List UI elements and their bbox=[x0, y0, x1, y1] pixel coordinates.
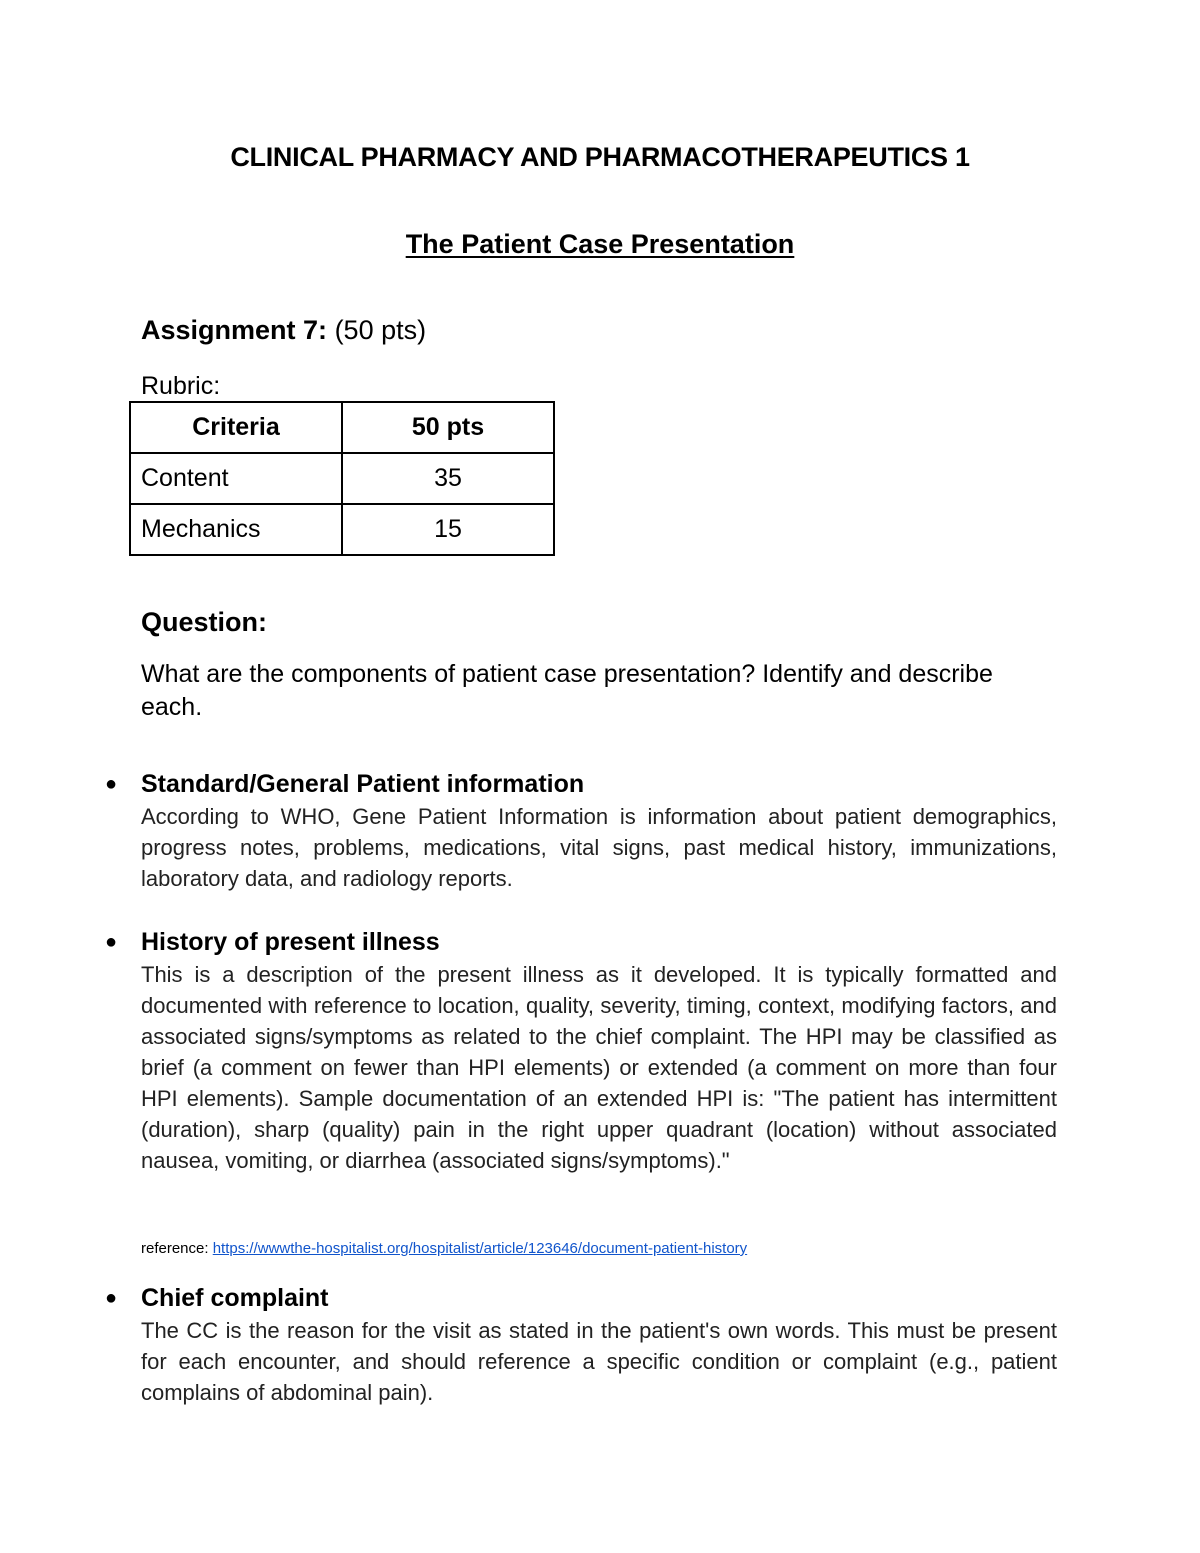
assignment-line bbox=[141, 315, 426, 346]
rubric-cell-points: 15 bbox=[342, 504, 554, 555]
section-chief-complaint bbox=[105, 1282, 1057, 1408]
section-heading bbox=[70, 768, 1057, 801]
section-heading-text: Standard/General Patient information bbox=[141, 770, 585, 798]
section-history-present-illness bbox=[105, 926, 1057, 1176]
bullet-icon: ● bbox=[105, 1287, 118, 1309]
section-heading bbox=[70, 1282, 1057, 1315]
document-subtitle bbox=[0, 229, 1200, 260]
reference-link[interactable]: https://wwwthe-hospitalist.org/hospitalist/article/123646/document-patient-history bbox=[212, 1240, 748, 1257]
rubric-cell-points: 35 bbox=[342, 453, 554, 504]
bullet-icon: ● bbox=[105, 931, 118, 953]
section-general-info bbox=[105, 768, 1057, 894]
table-row bbox=[130, 453, 554, 504]
rubric-cell-criteria: Mechanics bbox=[130, 504, 342, 555]
table-row bbox=[130, 504, 554, 555]
section-body: This is a description of the present illness as it developed. It is typically formatted and documented with reference to location, quality, severity, timing, context, modifying factors, and associated signs/symptoms as related to the chief complaint. The HPI may be classified as brief (a comment on fewer than HPI elements) or extended (a comment on more than four HPI elements). Sample documentation of an extended HPI is: "The patient has intermittent (duration), sharp (quality) pain in the right upper quadrant (location) without associated nausea, vomiting, or diarrhea (associated signs/symptoms)." bbox=[141, 962, 1057, 1173]
bullet-icon: ● bbox=[105, 773, 118, 795]
rubric-table bbox=[129, 401, 555, 556]
question-text: What are the components of patient case presentation? Identify and describe each. bbox=[141, 660, 993, 721]
section-heading-text: History of present illness bbox=[141, 928, 440, 956]
rubric-header-criteria: Criteria bbox=[130, 402, 342, 453]
section-heading-text: Chief complaint bbox=[141, 1284, 329, 1312]
section-body: The CC is the reason for the visit as stated in the patient's own words. This must be present for each encounter, and should reference a specific condition or complaint (e.g., patient complains of abdominal pain). bbox=[141, 1318, 1057, 1405]
rubric-cell-criteria: Content bbox=[130, 453, 342, 504]
assignment-points: (50 pts) bbox=[334, 315, 427, 345]
course-title: CLINICAL PHARMACY AND PHARMACOTHERAPEUTICS 1 bbox=[230, 142, 970, 172]
rubric-header-points: 50 pts bbox=[342, 402, 554, 453]
reference-label: reference: bbox=[141, 1240, 209, 1257]
reference-line bbox=[141, 1240, 747, 1257]
question-label: Question: bbox=[141, 607, 267, 637]
section-body: According to WHO, Gene Patient Information is information about patient demographics, progress notes, problems, medications, vital signs, past medical history, immunizations, laboratory data, and radiology reports. bbox=[141, 804, 1057, 891]
assignment-label: Assignment 7: bbox=[141, 315, 328, 345]
subtitle-text: The Patient Case Presentation bbox=[405, 229, 795, 259]
rubric-header-row bbox=[130, 402, 554, 453]
rubric-label: Rubric: bbox=[141, 372, 221, 400]
section-heading bbox=[70, 926, 1057, 959]
